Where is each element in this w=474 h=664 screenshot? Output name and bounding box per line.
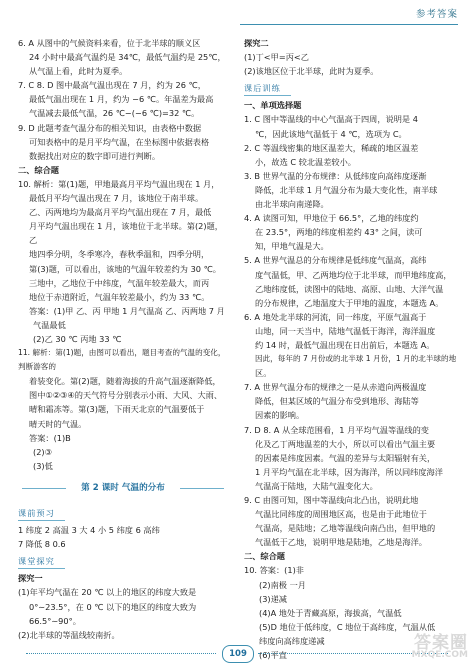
answer-line: 66.5°∼90°。 [29,615,81,626]
right-column [244,36,458,662]
answer-line: 气温低于乙地，说明甲地是陆地，乙地是海洋。 [255,537,427,548]
answer-line: 因素的影响。 [255,410,305,421]
answer-line: 9. C 由图可知，图中等温线向北凸出，说明此地 [244,495,419,505]
section-tag-explore: 课堂探究 [18,554,65,569]
answer-line: 着装变化。第(2)题，随着海拔的升高气温逐渐降低， [29,376,221,387]
answer-line: 9. D 此题考查气温分布的相关知识，由表格中数据 [18,122,202,133]
answer-line: 由北半球向南递降。 [255,199,329,210]
page-number: 109 [222,645,254,663]
header-divider [240,24,458,25]
answer-line: 在 23.5°，两地的纬度相差约 43° 之间，读可 [255,227,423,238]
answer-line: 降低，北半球 1 月气温分布为最大变化性，南半球 [255,184,438,195]
answer-line: 气温高，是陆地；乙地等温线向南凸出，但甲地的 [255,523,436,534]
header-label: 参考答案 [415,9,458,20]
watermark-logo: 答案圈 [414,633,468,653]
answer-line: 气温最低 [33,319,66,330]
subsection-heading: 探究一 [18,573,43,584]
left-column [18,36,228,642]
subsection-heading: 探究二 [244,38,269,48]
answer-line: 答案：(1)B [29,432,71,443]
answer-line: 降低，但某区域的气温分布受到地形、海陆等 [255,396,419,407]
answer-line: (5)D 地位于低纬度，C 地位于高纬度，气温从低 [259,621,436,632]
answer-line: 图中①②③④的天气符号分别表示小雨、大风、大雨、 [29,390,223,401]
answer-line: (2)该地区位于北半球，此时为夏季。 [244,66,379,77]
answer-line: 7 降低 8 0.6 [18,539,66,550]
answer-line: 7. C 8. D 图中最高气温出现在 7 月，约为 26 ℃， [18,80,206,91]
answer-line: 10. 解析：第(1)题，甲地最高月平均气温出现在 1 月， [18,178,220,189]
answer-line: 地位于赤道附近，气温年较差最小，约为 33 ℃。 [29,291,210,302]
answer-line: (6)平直 [259,650,287,661]
answer-line: 0°∼23.5°，在 0 ℃ 以下的地区的纬度大致为 [29,601,197,612]
answer-line: 24 小时中最高气温约是 34℃，最低气温约是 25℃， [29,52,226,63]
answer-line: ℃，因此该地气温低于 4 ℃，选项为 C。 [255,128,407,139]
answer-line: 的因素是纬度因素。气温的差异与太阳辐射有关， [255,452,436,463]
answer-line: 6. A 从图中的气候资料来看，位于北半球的顺义区 [18,38,201,48]
answer-line: 答案：(1)甲 乙、丙 甲地 1 月气温高 乙、丙两地 7 月 [29,305,225,316]
answer-line: 月平均气温出现在 1 月，该地位于北半球。第(2)题，乙 [29,221,223,246]
answer-line: 知，甲地气温是大。 [255,241,329,252]
answer-line: 1. C 图中等温线的中心气温高于四周，说明是 4 [244,114,418,125]
section-heading: 一、单项选择题 [244,100,302,111]
answer-line: 气温高于陆地，大陆气温变化大。 [255,480,378,491]
answer-line: 地四季分明，冬季寒冷，春秋季温和，四季分明， [29,249,210,260]
lesson-title: 第 2 课时 气温的分布 [18,481,228,495]
answer-line: 最低月平均气温出现在 7 月，该地位于南半球。 [29,193,204,204]
answer-line: 5. A 世界气温总的分布规律是低纬度气温高，高纬 [244,255,427,266]
answer-line: (3)递减 [259,593,287,604]
answer-line: 气温比同纬度的周围地区高，也是由于此地位于 [255,509,427,520]
answer-line: (2)北半球的等温线较南折。 [18,629,120,640]
answer-line: 纬度向高纬度递减 [259,635,325,646]
answer-line: 数据找出对应的数字即可进行判断。 [29,150,161,161]
answer-line: (2)③ [33,446,52,457]
answer-line: 小，故选 C 较北温差较小。 [255,156,356,167]
answer-line: (4)A 地处于青藏高原，海拔高，气温低 [259,607,402,618]
answer-line: 乙、丙两地均为最高月平均气温出现在 7 月，最低 [29,207,212,218]
answer-line: 从气温上看，此时为夏季。 [29,66,128,77]
section-tag-preview: 课前预习 [18,506,65,521]
answer-line: 3. B 世界气温的分布规律：从低纬度向高纬度逐渐 [244,170,427,181]
answer-line: (2)乙 30 ℃ 丙地 33 ℃ [33,333,122,344]
answer-line: (1)年平均气温在 20 ℃ 以上的地区的纬度大致是 [18,587,197,598]
answer-line: 10. 答案：(1)非 [244,565,304,576]
answer-line: 的分布规律，乙地温度大于甲地的温度，本题选 A。 [255,297,444,308]
answer-line: 1 月平均气温在北半球，因为海洋，所以同纬度海洋 [255,466,443,477]
answer-line: 1 纬度 2 高温 3 大 4 小 5 纬度 6 高纬 [18,525,160,536]
section-tag-practice: 课后训练 [244,81,291,96]
answer-line: 气温减去最低气温，26 ℃−(−6 ℃)=32 ℃。 [29,108,200,119]
section-heading: 二、综合题 [244,551,285,562]
answer-line: 晴和霜冻等。第(3)题，下雨天北京的气温要低于 [29,404,205,415]
answer-line: 因此，每年的 7 月份或的北半球 1 月份，1 月的北半球的地 [255,354,457,364]
answer-line: 2. C 等温线密集的地区温差大，稀疏的地区温差 [244,142,419,153]
watermark-url: MXQE.COM [411,650,468,660]
answer-line: 化及乙丁两地温差的大小，所以可以看出气温主要 [255,438,436,449]
answer-line: 可知表格中的是月平均气温，在坐标图中依据表格 [29,136,210,147]
answer-line: (2)南极 一月 [259,579,306,590]
answer-line: 4. A 读图可知，甲地位于 66.5°，乙地的纬度约 [244,213,419,224]
answer-line: 约 14 时，最低气温出现在日出前后，本题选 A。 [255,339,435,350]
answer-line: 度气温低，甲、乙两地均位于北半球，而甲地纬度高， [255,269,452,280]
answer-line: 7. D 8. A 从全球范围看，1 月平均气温等温线的变 [244,424,429,435]
answer-line: 乙地纬度低，读图中的陆地、高原、山地、大洋气温 [255,283,444,294]
section-heading: 二、综合题 [18,164,59,175]
answer-line: (1)丁<甲=丙<乙 [244,52,309,63]
answer-line: 山地，同一天当中，陆地气温低于海洋，海洋温度 [255,325,436,336]
answer-line: 7. A 世界气温分布的规律之一是从赤道向两极温度 [244,382,427,393]
answer-line: 晴天时的气温。 [29,418,87,429]
answer-line: (3)低 [33,460,53,471]
answer-line: 11. 解析：第(1)题，由图可以看出，题目考查的气温的变化，判断游客的 [18,348,226,372]
answer-line: 第(3)题，可以看出，该地的气温年较差约为 30 ℃。 [29,263,221,274]
header [355,0,474,22]
footer-rule-left [26,653,216,654]
answer-line: 三地中，乙地位于中纬度，气温年较差最大，而丙 [29,277,210,288]
answer-line: 最低气温出现在 1 月，约为 −6 ℃。年温差为最高 [29,94,214,105]
answer-line: 区。 [255,368,272,379]
answer-line: 6. A 地处北半球的河流，同一纬度，平原气温高于 [244,311,427,322]
